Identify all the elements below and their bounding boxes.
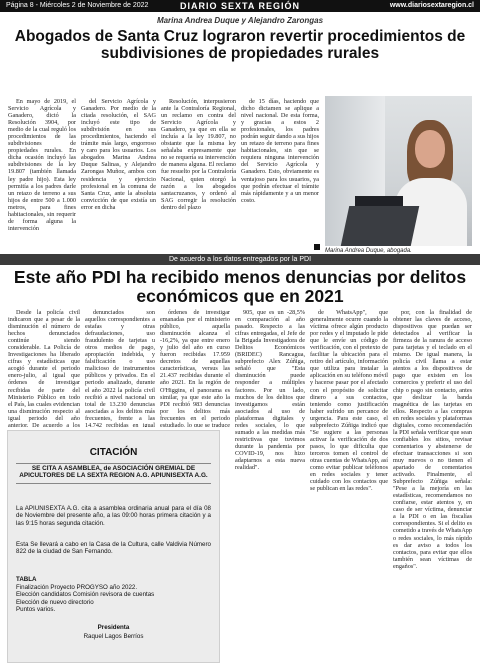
page-number-date: Página 8 - Miércoles 2 de Noviembre de 2022 — [6, 2, 149, 9]
article2-headline: Este año PDI ha recibido menos denuncias por delitos económicos que en 2021 — [13, 267, 467, 306]
list-item: Elección de nuevo directorio — [16, 598, 94, 606]
list-item: Finalización Proyecto PROGYSO año 2022. — [16, 584, 138, 591]
signer-title: Presidenta — [97, 624, 130, 631]
article2-column-6: por, con la finalidad de obtener las claves de acceso, dispositivos que puedan ser detectados al verificar la firmeza de la ranura de acceso para tarjetas y el teclado en el mismo. De igual manera, la policía civil llama a estar atentos a los dispositivos de pago que existen en los comercios y preferir el uso del chip o pago sin contacto, antes que deslizar la banda magnética de las tarjetas en ellos. Respecto a las compras en redes sociales y plataformas digitales, como recomendación la PDI señala verificar que sean confiables los sitios, revisar comentarios y abstenerse de efectuar transacciones si son muy nuevos o no tienen el apartado de comentarios activado. Finalmente, el Subprefecto Zúñiga señala: "Pese a la mejoría en las estadísticas, recomendamos no confiarse, estar atentos y, en caso de ser víctima, denunciar a la PDI o en las fiscalías correspondientes. Si el delito es cometido a través de WhatsApp o redes sociales, lo más rápido es dar aviso a todos los contactos, para evitar que ellos también sean víctimas de engaños". — [393, 309, 472, 570]
citation-paragraph-1: La APIUNISEXTA A.G. cita a asamblea ordinaria anual para el día 08 de Noviembre del presente año, a las 09:00 horas primera citación y a las 9:15 horas segunda citación. — [16, 505, 211, 527]
newspaper-title: DIARIO SEXTA REGIÓN — [179, 1, 300, 11]
citation-title: CITACIÓN — [89, 447, 138, 458]
list-item: Elección candidatos Comisión revisora de cuentas — [16, 591, 155, 599]
signer-name: Raquel Lagos Berríos — [83, 633, 144, 640]
article1-column-4: de 15 días, haciendo que dicho dictamen se aplique a nivel nacional. De esta forma, y gracias a estos 2 profesionales, los padres podrán seguir dando a sus hijos un retazo de terreno para fines habitacionales, sin que se requiera ninguna intervención del Servicio Agrícola y Ganadero. Esto, obviamente es ventajoso para los usuarios, ya que podrán efectuar el trámite más rápidamente y a un menor costo. — [241, 98, 319, 204]
article1-column-3: Resolución, interpusieron ante la Contraloría Regional, un reclamo en contra del Servicio Agrícola y Ganadero, ya que en ella se incluía a la ley 19.807, no obstante que la misma ley señalaba expresamente que no se requería su intervención de manera alguna. El reclamo fue resuelto por la Contraloría Nacional, quien otorgó la razón a los abogados santacruzanos, y ordenó al SAG corregir la resolución dentro del plazo — [161, 98, 236, 211]
citation-subtitle: SE CITA A ASAMBLEA, de ASOCIACIÓN GREMIAL DE APICULTORES DE LA SEXTA REGION A.G. APIUNISEXTA A.G. — [19, 465, 208, 480]
section-band: De acuerdo a los datos entregados por la PDI — [0, 254, 480, 265]
article2-column-5: de WhatsApp", que generalmente ocurre cuando la víctima ofrece algún producto por redes y el imputado le pide que le envíe un código de verificación, con el pretexto de facilitar la ubicación para el retiro del artículo, información que utiliza para instalar la aplicación en su teléfono móvil y hacerse pasar por el afectado con el propósito de solicitar dinero a sus contactos, teniendo como justificación haber sufrido un percance de urgencia. Para este caso, el subprefecto Zúñiga indicó que "Se sugiere a las personas activar la verificación de dos pasos, lo que dificulta que terceros tomen el control de otras cuentas de WhatsApp, así como evitar publicar teléfonos en redes sociales y tener cuidado con los contactos que se publican en las redes". — [310, 309, 388, 493]
article1-headline: Abogados de Santa Cruz lograron revertir procedimientos de subdivisiones de propiedades rurales — [14, 28, 466, 62]
article2-column-4: 905, que es un -28,5% en comparación al año pasado. Respecto a las cifras entregadas, el Jefe de la Brigada Investigadora de Delitos Económicos (BRIDEC) Rancagua, subprefecto Alex Zúñiga, señaló que "Esta disminución puede responder a múltiples factores. Por un lado, muchos de los delitos que investigamos están asociados al uso de plataformas digitales y redes sociales, lo que sumado a las medidas más restrictivas que tuvimos durante la pandemia por COVID-19, nos hizo adaptarnos a esta nueva realidad". — [235, 309, 305, 472]
article-end-mark — [314, 244, 320, 250]
article2-column-2: denunciados son aquellos correspondientes a estafas y otras defraudaciones, uso fraudulento de tarjetas u otros medios de pago, apropiación indebida, y falsificación o uso malicioso de instrumentos públicos y privados. En el periodo analizado, durante el año 2022 la policía civil recibió a nivel nacional un total de 13.230 denuncias asociadas a los delitos más frecuentes, frente a las 14.742 recibidas en igual — [85, 309, 155, 427]
divider — [16, 483, 211, 484]
citation-notice — [7, 430, 220, 663]
agenda-label: TABLA — [16, 576, 37, 583]
article2-column-3: órdenes de investigar emanadas por el ministerio público, aquella disminución alcanza el -16,2%, ya que entre enero y julio del año en curso fueron recibidas 17.959 decretos de aquellas características, versus las 21.437 recibidas durante el año 2021. En la región de O'Higgins, el panorama es similar, ya que este año la PDI recibió 983 denuncias por los delitos más frecuentes en el periodo estudiado, lo que se traduce — [160, 309, 230, 427]
lawyer-photo — [325, 96, 472, 246]
article1-byline: Marina Andrea Duque y Alejandro Zarongas — [156, 16, 324, 25]
divider — [16, 463, 211, 464]
agenda-list — [16, 584, 154, 613]
list-item: Puntos varios. — [16, 605, 56, 613]
citation-paragraph-2: Esta Se llevará a cabo en la Casa de la Cultura, calle Valdivia Número 822 de la ciudad de San Fernando. — [16, 541, 211, 556]
website-link[interactable]: www.diariosextaregion.cl — [389, 2, 474, 9]
article1-column-1: En mayo de 2019, el Servicio Agrícola y Ganadero, dictó la Resolución 3904, por medio de la cual reguló los procedimientos de las subdivisiones de propiedades rurales. En dicha ocasión incluyó las subdivisiones de la ley 19.807 (también llamada ley padre hijo). Esta ley permitía a los padres darle un retazo de terreno a sus hijos de entre 500 a 1.000 metros, para fines habitacionales, sin requerir de forma alguna la intervención — [8, 98, 76, 232]
photo-caption: Marina Andrea Duque, abogada. — [325, 248, 412, 254]
article1-column-2: del Servicio Agrícola y Ganadero. Por medio de la citada resolución, el SAG incluyó este tipo de subdivisión en sus procedimientos, haciendo el trámite más largo, engorroso y caro para los usuarios. Los abogados Marina Andrea Duque Salinas, y Alejandro Zarongas Muñoz, ambos con residencia y ejercicio profesional en la comuna de Santa Cruz, ante la absoluta convicción de que existía un error en dicha — [81, 98, 156, 211]
page-header — [0, 0, 480, 12]
article2-column-1: Desde la policía civil indicaron que a pesar de la disminución el número de hechos denunciados continúe siendo considerable. La Policía de Investigaciones ha liberado cifras y estadísticas que acogió durante el periodo enero-julio, al igual que órdenes de investigar recibidas de parte del Ministerio Público en todo el País, las cuales evidencian una disminución respecto al igual periodo del año anterior. De acuerdo a los — [8, 309, 80, 427]
